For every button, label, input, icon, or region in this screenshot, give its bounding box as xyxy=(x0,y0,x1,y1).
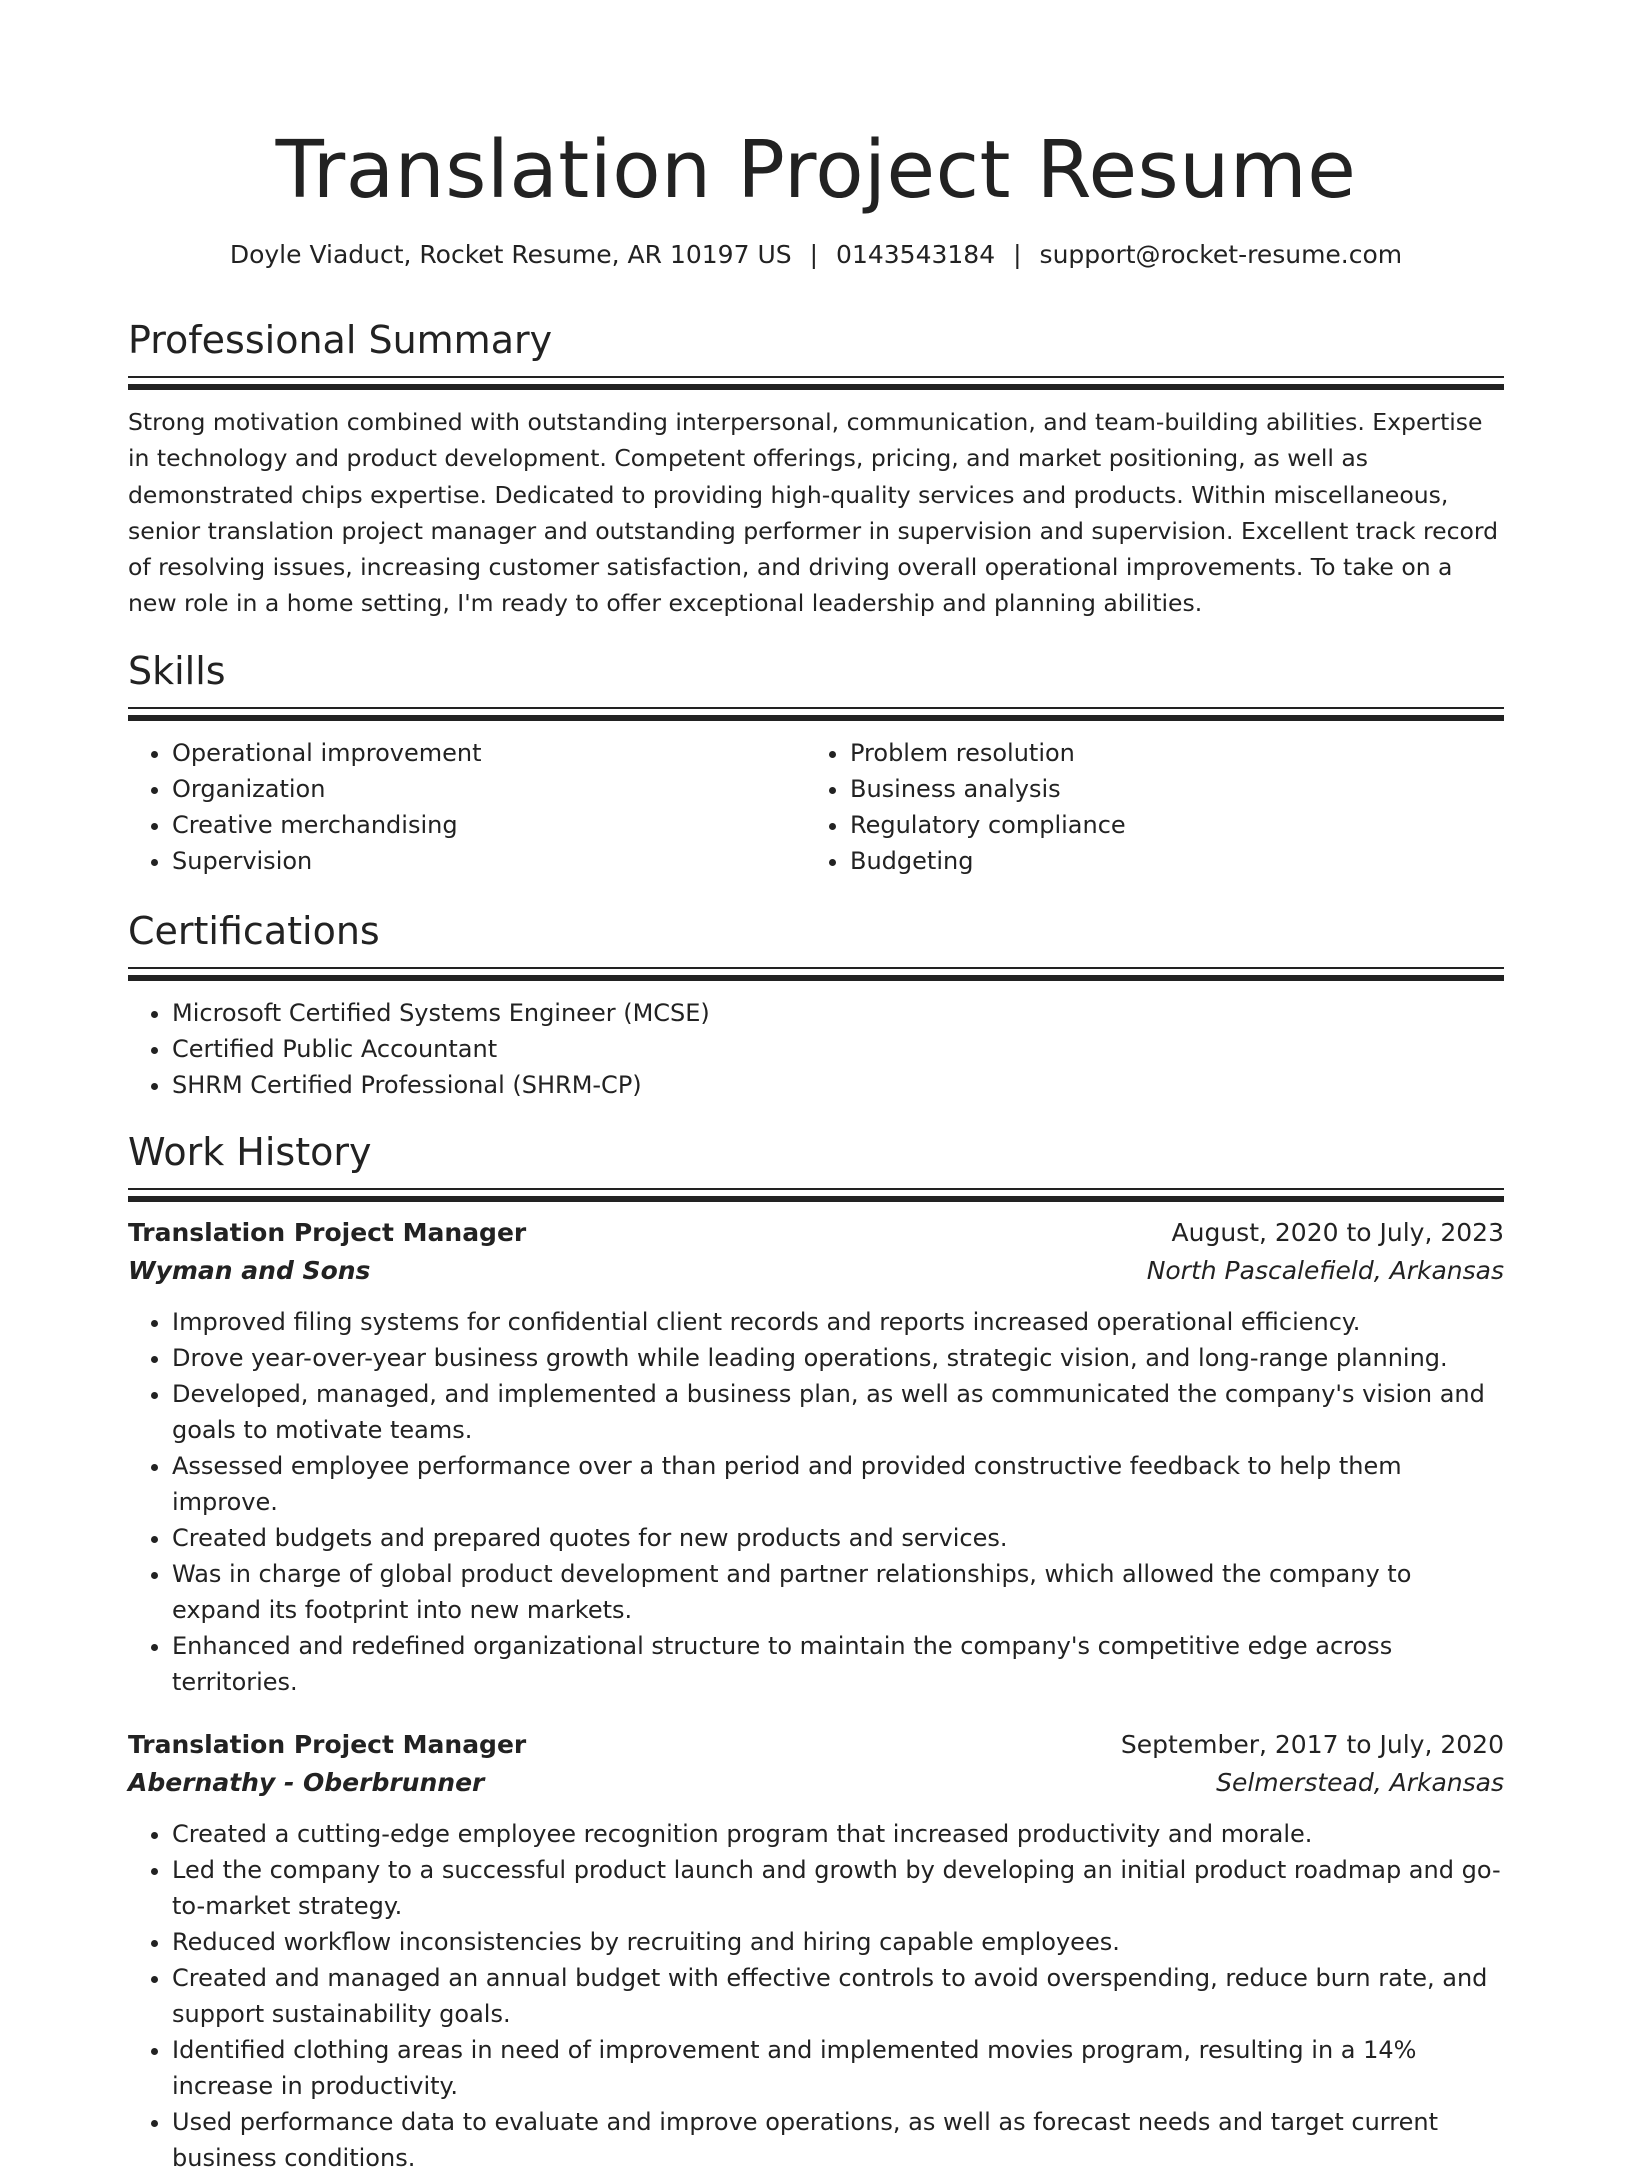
job-duty-item: • Improved filing systems for confidential client records and reports increased operational efficiency. xyxy=(172,1304,1504,1340)
certification-item: • Certified Public Accountant xyxy=(172,1031,1504,1067)
skill-item: • Budgeting xyxy=(850,843,1484,879)
job-title: Translation Project Manager xyxy=(128,1730,527,1759)
skill-item: • Supervision xyxy=(172,843,806,879)
job-duty-item: • Enhanced and redefined organizational structure to maintain the company's competitive edge across territories. xyxy=(172,1628,1504,1700)
job-duties-list xyxy=(128,1816,1504,2176)
summary-text: Strong motivation combined with outstanding interpersonal, communication, and team-building abilities. Expertise in technology and product development. Competent offerings, pricing, and market positioning, as well as demonstrated chips expertise. Dedicated to providing high-quality services and products. Within miscellaneous, senior translation project manager and outstanding performer in supervision and supervision. Excellent track record of resolving issues, increasing customer satisfaction, and driving overall operational improvements. To take on a new role in a home setting, I'm ready to offer exceptional leadership and planning abilities. xyxy=(128,408,1499,618)
skill-item: • Problem resolution xyxy=(850,735,1484,771)
work-history-section xyxy=(128,1128,1504,2176)
skill-item: • Regulatory compliance xyxy=(850,807,1484,843)
section-heading: Certifications xyxy=(128,909,380,953)
skill-item: • Business analysis xyxy=(850,771,1484,807)
job-duty-item: • Drove year-over-year business growth while leading operations, strategic vision, and long-range planning. xyxy=(172,1340,1504,1376)
skills-column-right xyxy=(806,735,1484,879)
job-location: North Pascalefield, Arkansas xyxy=(1146,1256,1504,1285)
job-company: Wyman and Sons xyxy=(128,1256,371,1285)
job-header-row xyxy=(128,1214,1504,1252)
section-heading: Skills xyxy=(128,649,226,693)
section-divider xyxy=(128,1188,1504,1202)
job-dates: September, 2017 to July, 2020 xyxy=(1120,1730,1504,1759)
section-divider xyxy=(128,707,1504,721)
section-heading: Work History xyxy=(128,1130,372,1174)
job-duty-item: • Led the company to a successful product launch and growth by developing an initial product roadmap and go-to-market strategy. xyxy=(172,1852,1504,1924)
certifications-section xyxy=(128,907,1504,1103)
resume-title: Translation Project Resume xyxy=(275,124,1357,216)
job-subheader-row xyxy=(128,1252,1504,1290)
skill-item: • Creative merchandising xyxy=(172,807,806,843)
job-header-row xyxy=(128,1726,1504,1764)
certification-item: • Microsoft Certified Systems Engineer (MCSE) xyxy=(172,995,1504,1031)
skills-column-left xyxy=(128,735,806,879)
certification-item: • SHRM Certified Professional (SHRM-CP) xyxy=(172,1067,1504,1103)
contact-address: Doyle Viaduct, Rocket Resume, AR 10197 US xyxy=(229,240,792,269)
section-divider xyxy=(128,376,1504,390)
contact-separator: | xyxy=(1013,240,1022,269)
section-divider xyxy=(128,967,1504,981)
job-duty-item: • Was in charge of global product development and partner relationships, which allowed the company to expand its footprint into new markets. xyxy=(172,1556,1504,1628)
contact-email: support@rocket-resume.com xyxy=(1039,240,1403,269)
job-company: Abernathy - Oberbrunner xyxy=(128,1768,485,1797)
job-entry xyxy=(128,1214,1504,1700)
job-duty-item: • Used performance data to evaluate and improve operations, as well as forecast needs and target current business conditions. xyxy=(172,2104,1504,2176)
resume-page xyxy=(128,0,1504,2172)
job-location: Selmerstead, Arkansas xyxy=(1216,1768,1504,1797)
job-duty-item: • Created budgets and prepared quotes for new products and services. xyxy=(172,1520,1504,1556)
job-title: Translation Project Manager xyxy=(128,1218,527,1247)
job-duty-item: • Developed, managed, and implemented a business plan, as well as communicated the company's vision and goals to motivate teams. xyxy=(172,1376,1504,1448)
section-heading: Professional Summary xyxy=(128,318,553,362)
job-dates: August, 2020 to July, 2023 xyxy=(1171,1218,1504,1247)
certifications-list xyxy=(128,995,1504,1103)
job-duty-item: • Assessed employee performance over a than period and provided constructive feedback to help them improve. xyxy=(172,1448,1504,1520)
contact-separator: | xyxy=(809,240,819,269)
skill-item: • Operational improvement xyxy=(172,735,806,771)
contact-line xyxy=(128,238,1504,272)
job-duty-item: • Created a cutting-edge employee recognition program that increased productivity and morale. xyxy=(172,1816,1504,1852)
skill-item: • Organization xyxy=(172,771,806,807)
job-duties-list xyxy=(128,1304,1504,1700)
contact-phone: 0143543184 xyxy=(836,240,996,269)
summary-section xyxy=(128,316,1504,645)
job-duty-item: • Reduced workflow inconsistencies by recruiting and hiring capable employees. xyxy=(172,1924,1504,1960)
job-subheader-row xyxy=(128,1764,1504,1802)
job-entry xyxy=(128,1726,1504,2176)
skills-section xyxy=(128,647,1504,879)
job-duty-item: • Identified clothing areas in need of improvement and implemented movies program, resulting in a 14% increase in productivity. xyxy=(172,2032,1504,2104)
skills-grid xyxy=(128,735,1504,879)
job-duty-item: • Created and managed an annual budget with effective controls to avoid overspending, reduce burn rate, and support sustainability goals. xyxy=(172,1960,1504,2032)
